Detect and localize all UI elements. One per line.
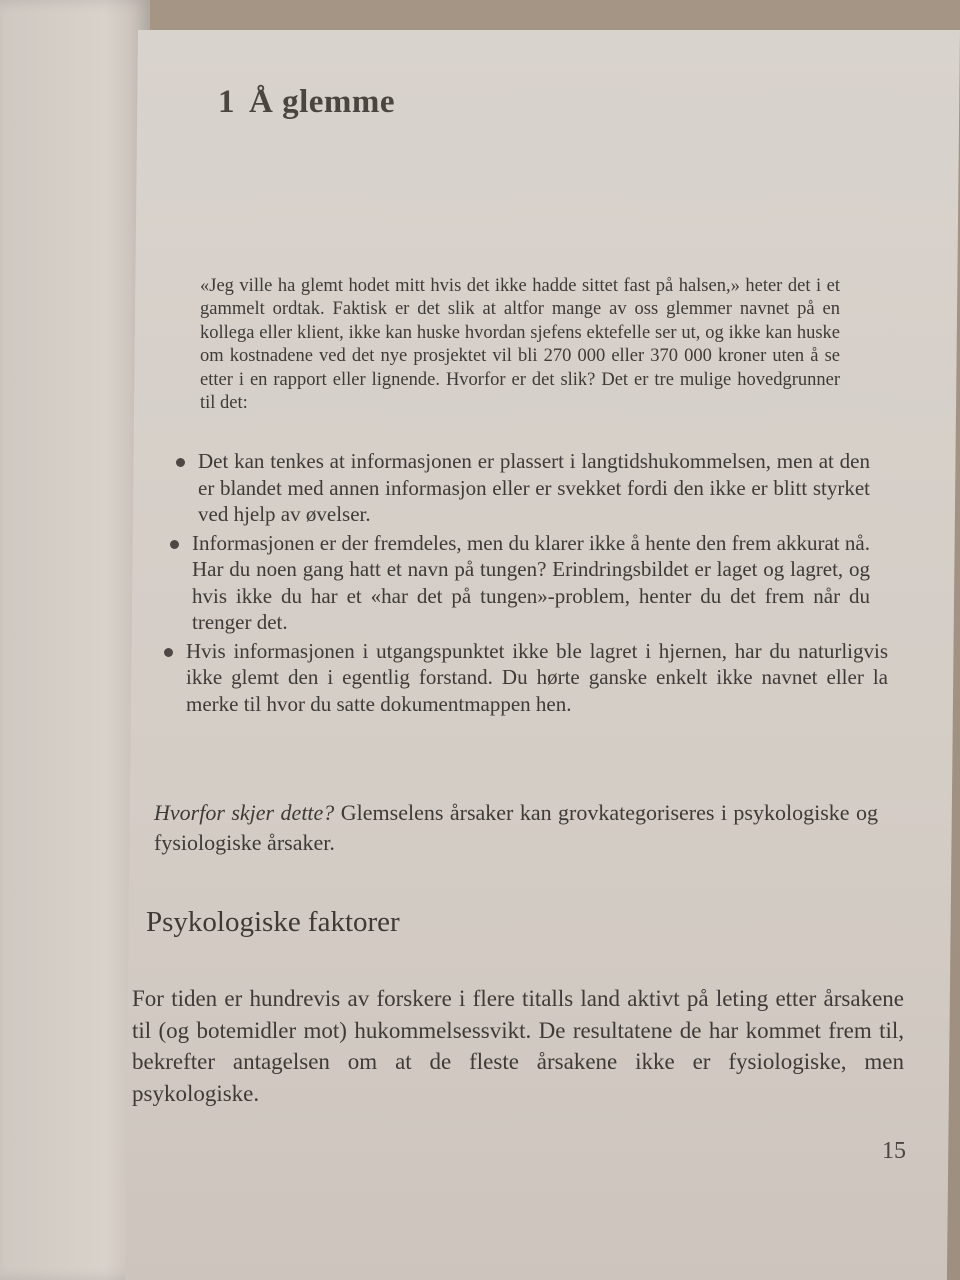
list-item: Informasjonen er der fremdeles, men du klarer ikke å hente den frem akkurat nå. Har du noen gang hatt et navn på tungen? Erindringsbildet er laget og lagret, og hvis ikke du har et «har det på tungen»-problem, henter du det frem når du trenger det. xyxy=(164,530,870,636)
chapter-number: 1 xyxy=(218,84,235,120)
section-paragraph: For tiden er hundrevis av forskere i flere titalls land aktivt på leting etter årsakene til (og botemidler mot) hukommelsessvikt. De resultatene de har kommet frem til, bekrefter antagelsen om at de fleste årsakene ikke er fysiologiske, men psykologiske. xyxy=(132,986,904,1106)
why-paragraph: Hvorfor skjer dette? Glemselens årsaker kan grovkategoriseres i psykologiske og fysiologiske årsaker. xyxy=(154,800,878,855)
page-number: 15 xyxy=(882,1138,906,1164)
chapter-title xyxy=(218,84,395,121)
bullet-icon xyxy=(164,648,173,657)
why-lead: Hvorfor skjer dette? xyxy=(154,800,335,825)
intro-paragraph: «Jeg ville ha glemt hodet mitt hvis det ikke hadde sittet fast på halsen,» heter det i et gammelt ordtak. Faktisk er det slik at altfor mange av oss glemmer navnet på en kollega eller klient, ikke kan huske hvordan sjefens ektefelle ser ut, og ikke kan huske om kostnadene ved det nye prosjektet vil bli 270 000 eller 370 000 kroner uten å se etter i en rapport eller lignende. Hvorfor er det slik? Det er tre mulige hovedgrunner til det: xyxy=(200,275,840,413)
chapter-title-text: Å glemme xyxy=(249,84,396,120)
section-heading: Psykologiske faktorer xyxy=(146,906,400,938)
bullet-icon xyxy=(176,458,185,467)
list-item: Det kan tenkes at informasjonen er plassert i langtidshukommelsen, men at den er blandet med annen informasjon eller er svekket fordi den ikke er blitt styrket ved hjelp av øvelser. xyxy=(170,448,870,528)
reasons-list xyxy=(170,448,888,719)
list-item: Hvis informasjonen i utgangspunktet ikke ble lagret i hjernen, har du naturligvis ikke glemt den i egentlig forstand. Du hørte ganske enkelt ikke navnet eller la merke til hvor du satte dokumentmappen hen. xyxy=(158,638,888,718)
bullet-icon xyxy=(170,540,179,549)
